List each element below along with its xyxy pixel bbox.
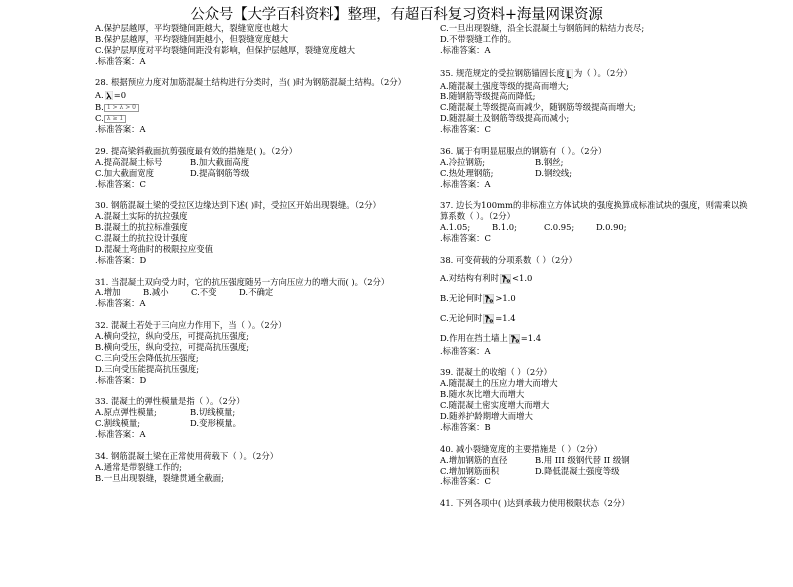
gamma-q-symbol-icon [500, 274, 511, 284]
option-line: D.作用在挡土墙上 =1.4 [440, 333, 542, 344]
gamma-q-symbol-icon [483, 294, 494, 304]
option-line: A.随混凝土强度等级的提高而增大; [440, 80, 569, 91]
answer-line: .标准答案：D [95, 254, 147, 265]
option-line: C.混凝土的抗拉设计强度 [95, 233, 188, 244]
answer-line: .标准答案：C [440, 233, 491, 244]
option-line: C.热处理钢筋; D.钢绞线; [440, 167, 573, 178]
option-line: C.割线模量; D.变形模量。 [95, 418, 241, 429]
option-line: D.三向受压能提高抗压强度; [95, 363, 200, 374]
formula-box: λ ≥ 1 [104, 115, 126, 123]
option-line: C.增加钢筋面积 D.降低混凝土强度等级 [440, 465, 620, 476]
answer-line: .标准答案：B [440, 421, 491, 432]
option-line: B.随钢筋等级提高而降低; [440, 91, 536, 102]
option-line: D.不带裂缝工作的。 [440, 33, 517, 44]
question-stem: 35. 规范规定的受拉钢筋锚固长度 为（ ）。（2分） [440, 68, 633, 79]
option-line: C.无论何时 =1.4 [440, 313, 516, 324]
option-line: A.提高混凝土标号 B.加大截面高度 [95, 156, 250, 167]
question-stem: 32. 混凝土若处于三向应力作用下，当（ ）。（2分） [95, 320, 287, 331]
option-line: C.随混凝土密实度增大而增大 [440, 400, 550, 411]
question-stem-continued: 算系数（ ）。（2分） [440, 211, 515, 222]
answer-line: .标准答案：A [440, 345, 491, 356]
formula-box: 1 > λ > 0 [104, 104, 139, 112]
anchorage-length-symbol-icon [566, 69, 573, 79]
gamma-q-symbol-icon [483, 314, 494, 324]
option-line: B.随水灰比增大而增大 [440, 389, 525, 400]
option-line: A.对结构有利时 <1.0 [440, 273, 533, 284]
option-line: B.混凝土的抗拉标准强度 [95, 222, 188, 233]
answer-line: .标准答案：A [440, 178, 491, 189]
question-stem: 36. 属于有明显屈服点的钢筋有（ ）。（2分） [440, 145, 607, 156]
option-line: A.保护层越厚，平均裂缝间距越大，裂缝宽度也越大 [95, 23, 288, 33]
option-line: A.增加钢筋的直径 B.用 III 级钢代替 II 级钢 [440, 454, 630, 465]
option-line: A. =0 [95, 89, 127, 100]
option-line: C.加大截面宽度 D.提高钢筋等级 [95, 167, 250, 178]
answer-line: .标准答案：C [440, 476, 491, 487]
option-line: A.冷拉钢筋; B.钢丝; [440, 156, 564, 167]
option-line: D.随混凝土及钢筋等级提高而减小; [440, 113, 570, 124]
option-line: D.随养护龄期增大而增大 [440, 411, 533, 422]
option-line: A.横向受拉，纵向受压，可提高抗压强度; [95, 331, 249, 342]
option-line: A.原点弹性模量; B.切线模量; [95, 407, 236, 418]
option-line: A.增加 B.减小 C.不变 D.不确定 [95, 287, 274, 298]
option-line: D.混凝土弯曲时的极限拉应变值 [95, 243, 213, 254]
question-stem: 33. 混凝土的弹性模量是指（ ）。（2分） [95, 396, 245, 407]
page-header: 公众号【大学百科资料】整理，有超百科复习资料+海量网课资源 [190, 7, 603, 23]
answer-line: .标准答案：A [95, 124, 146, 135]
option-line: C.保护层厚度对平均裂缝间距没有影响，但保护层越厚，裂缝宽度越大 [95, 44, 356, 55]
option-line: B.一旦出现裂缝，裂缝贯通全截面; [95, 472, 224, 483]
answer-line: .标准答案：D [95, 374, 147, 385]
question-stem: 30. 钢筋混凝土梁的受拉区边缘达到下述( )时，受拉区开始出现裂缝。（2分） [95, 200, 381, 211]
right-column [440, 23, 780, 509]
option-line: C.一旦出现裂缝，沿全长混凝土与钢筋间的粘结力丧尽; [440, 23, 645, 33]
answer-line: .标准答案：C [95, 178, 146, 189]
option-line: A.随混凝土的压应力增大而增大 [440, 378, 558, 389]
question-stem: 28. 根据预应力度对加筋混凝土结构进行分类时，当( )时为钢筋混凝土结构。（2分） [95, 77, 407, 88]
option-line: B.无论何时 >1.0 [440, 293, 516, 304]
option-line: A.混凝土实际的抗拉强度 [95, 211, 188, 222]
question-stem: 29. 提高梁斜截面抗剪强度最有效的措施是( )。（2分） [95, 145, 298, 156]
option-line: C. λ ≥ 1 [95, 113, 425, 124]
answer-line: .标准答案：A [440, 44, 491, 55]
question-stem: 40. 减小裂缝宽度的主要措施是（ ）（2分） [440, 443, 603, 454]
lambda-symbol-icon [105, 91, 113, 100]
option-line: B.横向受压，纵向受拉，可提高抗压强度; [95, 341, 250, 352]
left-column [95, 23, 425, 484]
question-stem: 38. 可变荷载的分项系数（ ）（2分） [440, 254, 578, 265]
option-line: A.通常是带裂缝工作的; [95, 461, 182, 472]
option-line: C.三向受压会降低抗压强度; [95, 352, 199, 363]
question-stem: 41. 下列各项中( )达到承载力使用极限状态（2分） [440, 498, 630, 509]
option-line: C.随混凝土等级提高而减少，随钢筋等级提高而增大; [440, 102, 636, 113]
answer-line: .标准答案：A [95, 298, 146, 309]
option-line: B. 1 > λ > 0 [95, 102, 425, 113]
question-stem: 37. 边长为100mm的非标准立方体试块的强度换算成标准试块的强度，则需乘以换 [440, 200, 748, 211]
option-line: A.1.05; B.1.0; C.0.95; D.0.90; [440, 222, 627, 233]
question-stem: 34. 钢筋混凝土梁在正常使用荷载下（ ）。（2分） [95, 450, 279, 461]
answer-line: .标准答案：A [95, 55, 146, 66]
answer-line: .标准答案：A [95, 429, 146, 440]
option-line: B.保护层越厚，平均裂缝间距越小，但裂缝宽度越大 [95, 33, 289, 44]
question-stem: 31. 当混凝土双向受力时，它的抗压强度随另一方向压应力的增大而( )。（2分） [95, 276, 390, 287]
gamma-q-symbol-icon [509, 334, 520, 344]
question-stem: 39. 混凝土的收缩（ ）（2分） [440, 367, 552, 378]
answer-line: .标准答案：C [440, 124, 491, 135]
